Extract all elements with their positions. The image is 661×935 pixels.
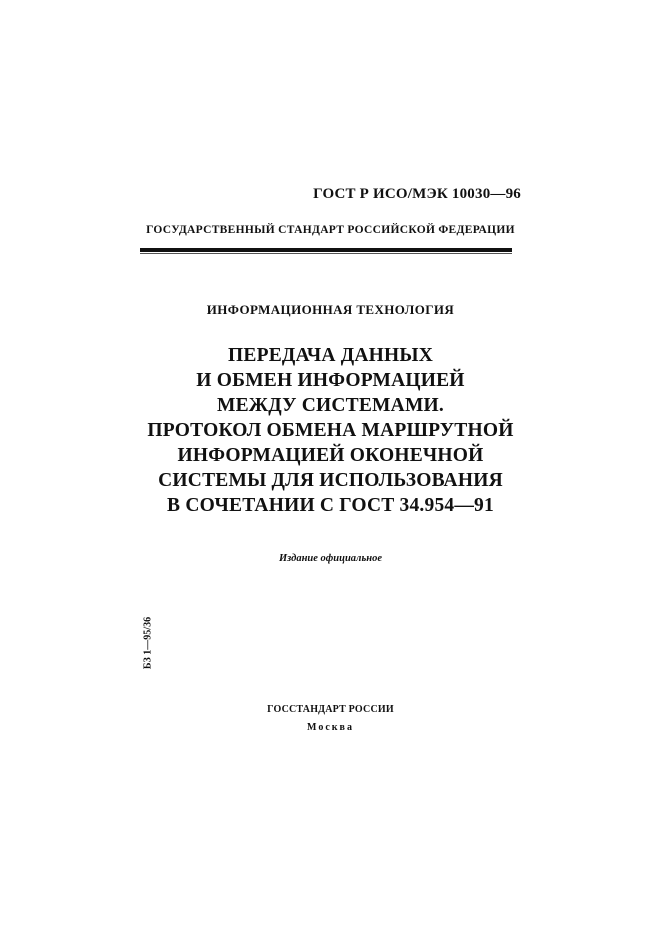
- title-line: ПЕРЕДАЧА ДАННЫХ: [228, 345, 433, 366]
- side-code: БЗ 1—95/36: [142, 616, 154, 670]
- publisher-name: ГОССТАНДАРТ РОССИИ: [267, 704, 394, 715]
- subject-heading: ИНФОРМАЦИОННАЯ ТЕХНОЛОГИЯ: [206, 302, 455, 317]
- header-rule-thin: [140, 253, 512, 254]
- gost-number: ГОСТ Р ИСО/МЭК 10030—96: [313, 186, 521, 202]
- title-line: СИСТЕМЫ ДЛЯ ИСПОЛЬЗОВАНИЯ: [158, 470, 503, 491]
- title-line: ИНФОРМАЦИЕЙ ОКОНЕЧНОЙ: [177, 445, 484, 466]
- header-rule-thick: [140, 248, 512, 252]
- title-line: В СОЧЕТАНИИ С ГОСТ 34.954—91: [167, 495, 494, 516]
- edition-label: Издание официальное: [278, 553, 382, 564]
- title-line: И ОБМЕН ИНФОРМАЦИЕЙ: [196, 370, 465, 391]
- title-line: МЕЖДУ СИСТЕМАМИ.: [216, 395, 444, 416]
- document-title: [0, 343, 661, 518]
- publisher-city: Москва: [307, 722, 354, 733]
- state-standard-heading: ГОСУДАРСТВЕННЫЙ СТАНДАРТ РОССИЙСКОЙ ФЕДЕРАЦИИ: [146, 224, 515, 236]
- title-line: ПРОТОКОЛ ОБМЕНА МАРШРУТНОЙ: [147, 420, 514, 441]
